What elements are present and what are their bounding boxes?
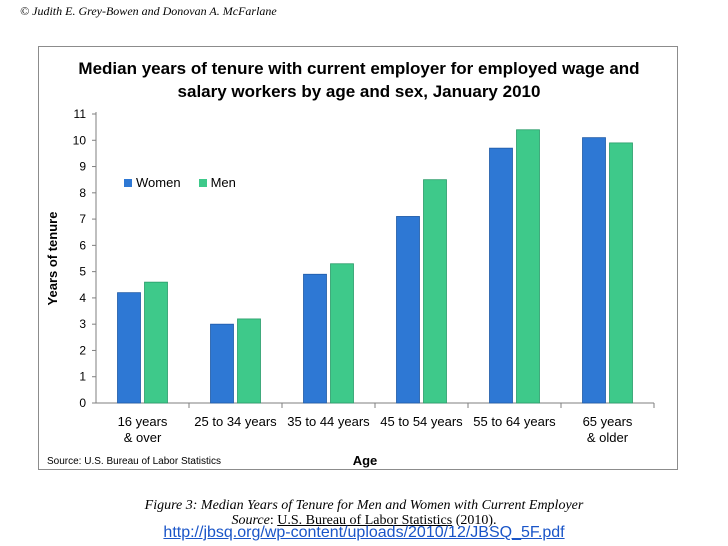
source-url-link[interactable]: http://jbsq.org/wp-content/uploads/2010/12/JBSQ_5F.pdf bbox=[163, 524, 565, 541]
y-tick-label: 9 bbox=[79, 159, 86, 174]
y-tick-label: 3 bbox=[79, 317, 86, 332]
bar-men bbox=[331, 264, 354, 403]
legend-label-men: Men bbox=[210, 175, 236, 190]
x-tick-label: 55 to 64 years bbox=[473, 414, 556, 429]
legend-item-men bbox=[199, 175, 236, 190]
y-tick-label: 6 bbox=[79, 238, 86, 253]
y-tick-label: 0 bbox=[79, 396, 86, 410]
bar-women bbox=[583, 138, 606, 403]
bar-men bbox=[517, 130, 540, 403]
x-axis-title: Age bbox=[352, 453, 378, 468]
figure-source-prefix: Source bbox=[231, 513, 270, 528]
x-tick-label: 65 years bbox=[582, 414, 633, 429]
bar-women bbox=[490, 148, 513, 403]
legend-item-women bbox=[124, 175, 181, 190]
y-tick-label: 1 bbox=[79, 369, 86, 384]
legend-swatch-women bbox=[124, 179, 132, 187]
legend-swatch-men bbox=[199, 179, 207, 187]
chart-title bbox=[39, 57, 679, 103]
x-tick-label: & older bbox=[586, 430, 629, 445]
bar-chart bbox=[39, 47, 679, 471]
y-tick-label: 8 bbox=[79, 185, 86, 200]
bar-women bbox=[304, 274, 327, 403]
legend-label-women: Women bbox=[136, 175, 181, 190]
bar-men bbox=[145, 282, 168, 403]
bar-women bbox=[211, 324, 234, 403]
bar-men bbox=[610, 143, 633, 403]
y-axis-title: Years of tenure bbox=[45, 211, 60, 306]
copyright-notice: © Judith E. Grey-Bowen and Donovan A. McFarlane bbox=[20, 4, 277, 18]
bar-men bbox=[424, 180, 447, 403]
bar-men bbox=[238, 319, 261, 403]
y-tick-label: 11 bbox=[73, 107, 86, 121]
chart-legend bbox=[124, 175, 236, 190]
x-tick-label: & over bbox=[123, 430, 162, 445]
chart-title-line2: salary workers by age and sex, January 2010 bbox=[177, 82, 541, 101]
y-tick-label: 5 bbox=[79, 264, 86, 279]
chart-title-line1: Median years of tenure with current employer for employed wage and bbox=[78, 59, 640, 78]
x-tick-label: 35 to 44 years bbox=[287, 414, 370, 429]
y-tick-label: 2 bbox=[79, 343, 86, 358]
chart-frame bbox=[38, 46, 678, 470]
figure-source-name: U.S. Bureau of Labor Statistics bbox=[277, 513, 453, 528]
bar-women bbox=[397, 216, 420, 403]
figure-source-sep: : bbox=[269, 513, 278, 528]
figure-source-year: (2010). bbox=[452, 513, 497, 528]
y-tick-label: 10 bbox=[72, 133, 86, 148]
x-tick-label: 45 to 54 years bbox=[380, 414, 463, 429]
x-tick-label: 25 to 34 years bbox=[194, 414, 277, 429]
chart-source-note: Source: U.S. Bureau of Labor Statistics bbox=[47, 456, 221, 467]
bar-women bbox=[118, 293, 141, 403]
y-tick-label: 4 bbox=[79, 290, 86, 305]
x-tick-label: 16 years bbox=[117, 414, 168, 429]
figure-caption: Figure 3: Median Years of Tenure for Men and Women with Current Employer bbox=[144, 498, 584, 513]
y-tick-label: 7 bbox=[79, 212, 86, 227]
